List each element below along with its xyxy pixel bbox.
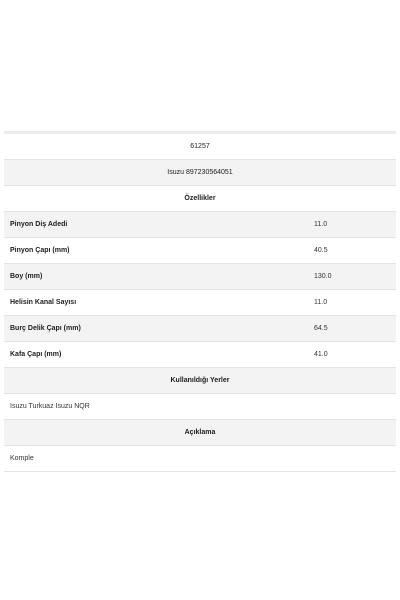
spec-row xyxy=(4,238,396,264)
spec-value: 40.5 xyxy=(314,247,328,254)
spec-label: Boy (mm) xyxy=(10,273,43,280)
spec-value: 64.5 xyxy=(314,325,328,332)
description-heading-row xyxy=(4,420,396,446)
spec-label: Helisin Kanal Sayısı xyxy=(10,299,77,306)
spec-table xyxy=(4,131,396,472)
spec-row xyxy=(4,342,396,368)
description-row xyxy=(4,446,396,472)
spec-value: 11.0 xyxy=(314,299,328,306)
spec-label: Burç Delik Çapı (mm) xyxy=(10,325,81,332)
part-number-row xyxy=(4,134,396,160)
usage-heading-row xyxy=(4,368,396,394)
part-number: 61257 xyxy=(190,143,210,150)
spec-row xyxy=(4,212,396,238)
oem-reference-row xyxy=(4,160,396,186)
description-heading: Açıklama xyxy=(184,429,216,436)
usage-text: Isuzu Turkuaz Isuzu NQR xyxy=(10,403,90,410)
spec-label: Kafa Çapı (mm) xyxy=(10,351,62,358)
spec-label: Pinyon Diş Adedi xyxy=(10,221,68,228)
spec-row xyxy=(4,264,396,290)
spec-row xyxy=(4,290,396,316)
spec-row xyxy=(4,316,396,342)
usage-row xyxy=(4,394,396,420)
spec-label: Pinyon Çapı (mm) xyxy=(10,247,70,254)
specs-heading-row xyxy=(4,186,396,212)
description-text: Komple xyxy=(10,455,34,462)
spec-value: 130.0 xyxy=(314,273,332,280)
oem-reference: Isuzu 897230564051 xyxy=(167,169,233,176)
specs-heading: Özellikler xyxy=(184,195,216,202)
usage-heading: Kullanıldığı Yerler xyxy=(170,377,230,384)
spec-value: 11.0 xyxy=(314,221,328,228)
spec-value: 41.0 xyxy=(314,351,328,358)
